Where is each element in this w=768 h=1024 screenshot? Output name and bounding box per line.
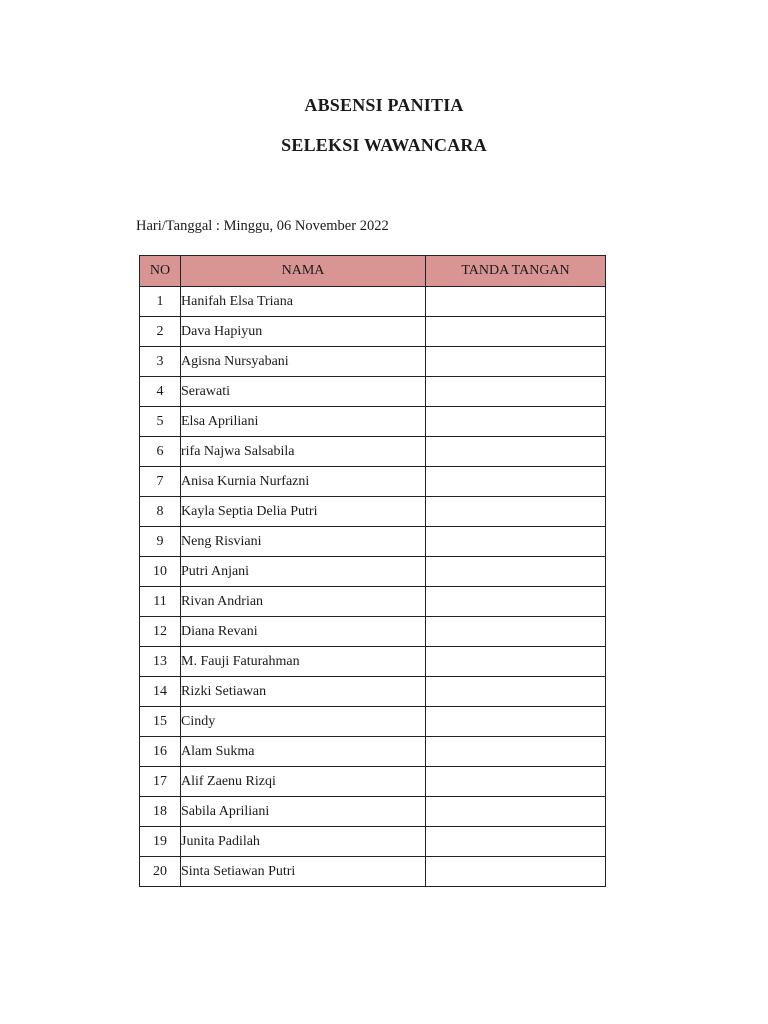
row-name: Rivan Andrian [181,587,426,617]
row-name: Dava Hapiyun [181,317,426,347]
row-name: Serawati [181,377,426,407]
signature-cell [426,647,606,677]
table-row [140,347,606,377]
signature-cell [426,827,606,857]
row-name: Cindy [181,707,426,737]
row-number: 9 [140,527,181,557]
signature-cell [426,437,606,467]
table-row [140,437,606,467]
row-number: 2 [140,317,181,347]
signature-cell [426,707,606,737]
row-number: 1 [140,287,181,317]
row-number: 5 [140,407,181,437]
row-name: Rizki Setiawan [181,677,426,707]
row-name: Alam Sukma [181,737,426,767]
row-number: 8 [140,497,181,527]
row-number: 11 [140,587,181,617]
signature-cell [426,677,606,707]
table-row [140,377,606,407]
row-number: 18 [140,797,181,827]
row-number: 19 [140,827,181,857]
row-name: Kayla Septia Delia Putri [181,497,426,527]
row-name: Putri Anjani [181,557,426,587]
table-row [140,587,606,617]
table-header-row [140,256,606,287]
row-number: 20 [140,857,181,887]
row-number: 3 [140,347,181,377]
table-row [140,857,606,887]
signature-cell [426,797,606,827]
date-line: Hari/Tanggal : Minggu, 06 November 2022 [136,218,389,234]
column-header-nama: NAMA [181,256,426,287]
table-row [140,827,606,857]
table-row [140,767,606,797]
table-row [140,557,606,587]
signature-cell [426,287,606,317]
row-number: 12 [140,617,181,647]
row-name: Sinta Setiawan Putri [181,857,426,887]
row-name: rifa Najwa Salsabila [181,437,426,467]
signature-cell [426,767,606,797]
table-row [140,737,606,767]
table-row [140,797,606,827]
document-subtitle: SELEKSI WAWANCARA [281,135,487,155]
table-row [140,287,606,317]
column-header-no: NO [140,256,181,287]
row-number: 4 [140,377,181,407]
table-row [140,527,606,557]
signature-cell [426,347,606,377]
row-number: 16 [140,737,181,767]
row-name: Agisna Nursyabani [181,347,426,377]
table-row [140,707,606,737]
table-row [140,677,606,707]
row-number: 17 [140,767,181,797]
row-name: Hanifah Elsa Triana [181,287,426,317]
signature-cell [426,317,606,347]
signature-cell [426,557,606,587]
signature-cell [426,527,606,557]
table-row [140,497,606,527]
row-name: Sabila Apriliani [181,797,426,827]
row-name: M. Fauji Faturahman [181,647,426,677]
row-name: Anisa Kurnia Nurfazni [181,467,426,497]
table-row [140,647,606,677]
table-row [140,407,606,437]
row-name: Neng Risviani [181,527,426,557]
table-row [140,617,606,647]
signature-cell [426,467,606,497]
row-number: 10 [140,557,181,587]
table-row [140,317,606,347]
row-name: Elsa Apriliani [181,407,426,437]
table-row [140,467,606,497]
row-number: 6 [140,437,181,467]
row-number: 7 [140,467,181,497]
signature-cell [426,587,606,617]
row-number: 15 [140,707,181,737]
document-title: ABSENSI PANITIA [304,95,464,115]
row-name: Junita Padilah [181,827,426,857]
row-name: Diana Revani [181,617,426,647]
signature-cell [426,497,606,527]
row-number: 13 [140,647,181,677]
attendance-table [139,255,606,887]
signature-cell [426,617,606,647]
row-name: Alif Zaenu Rizqi [181,767,426,797]
signature-cell [426,737,606,767]
row-number: 14 [140,677,181,707]
column-header-tanda-tangan: TANDA TANGAN [426,256,606,287]
table-body [140,287,606,887]
signature-cell [426,407,606,437]
signature-cell [426,857,606,887]
signature-cell [426,377,606,407]
